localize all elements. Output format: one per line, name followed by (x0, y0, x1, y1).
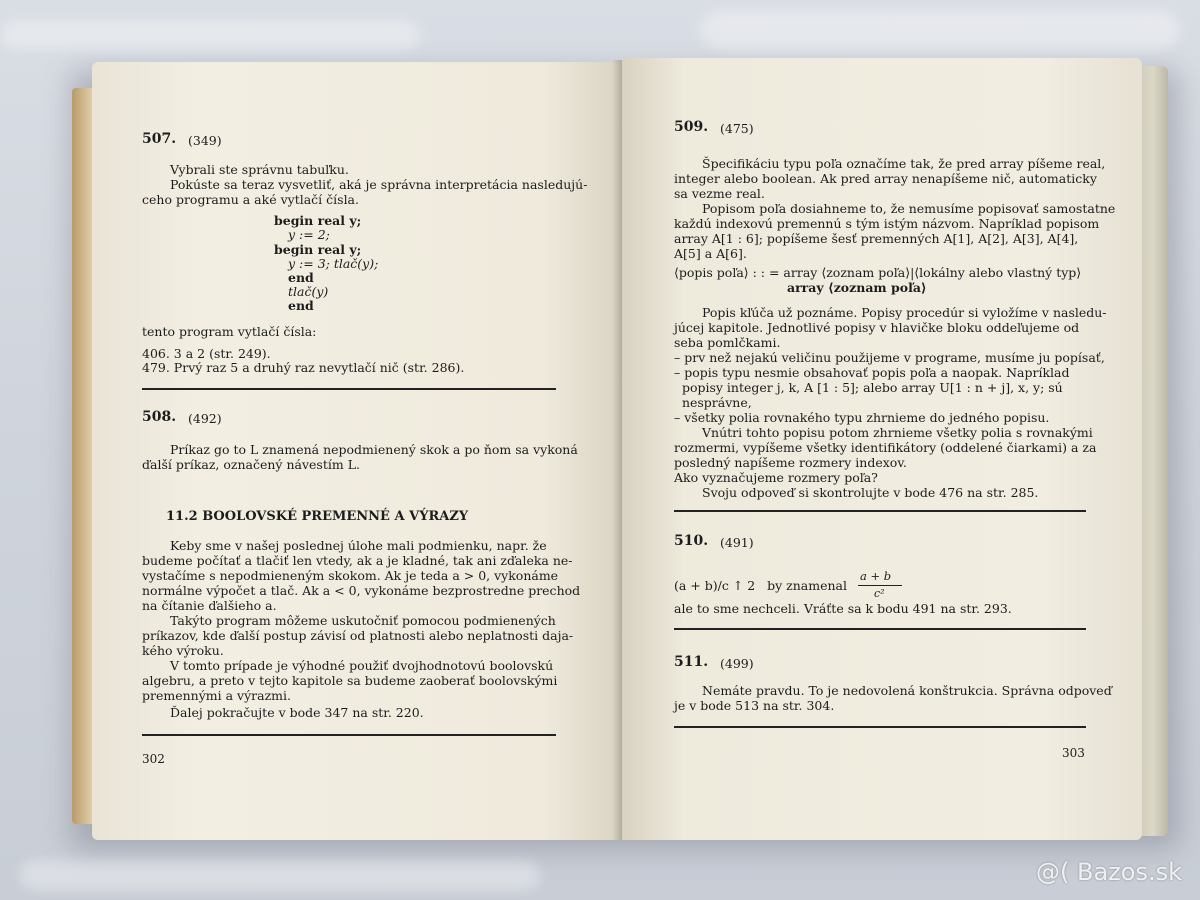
entry-510-number: 510. (674, 533, 709, 549)
syntax-line: array ⟨zoznam poľa⟩ (787, 280, 927, 295)
fraction-denominator: c² (874, 587, 885, 600)
divider (674, 628, 1086, 630)
section-line: budeme počítať a tlačiť len vtedy, ak a je kladné, tak ani zďaleka ne- (142, 553, 573, 568)
left-page (92, 62, 622, 840)
entry-509-line2: Svoju odpoveď si skontrolujte v bode 476 na str. 285. (702, 485, 1039, 500)
entry-509-line2: – prv než nejakú veličinu použijeme v programe, musíme ju popísať, (674, 350, 1105, 365)
watermark-logo: @( Bazos.sk (1036, 858, 1182, 886)
code-line: y := 2; (288, 227, 330, 242)
entry-508-ref: (492) (188, 411, 222, 426)
entry-508-line: Príkaz go to L znamená nepodmienený skok a po ňom sa vykoná (170, 442, 578, 457)
answer-406: 406. 3 a 2 (str. 249). (142, 346, 271, 361)
entry-507-after: tento program vytlačí čísla: (142, 324, 317, 339)
section-line: Keby sme v našej poslednej úlohe mali podmienku, napr. že (170, 538, 547, 553)
entry-507-line: Pokúste sa teraz vysvetliť, aká je správna interpretácia nasledujú- (170, 177, 588, 192)
answer-479: 479. Prvý raz 5 a druhý raz nevytlačí nič (str. 286). (142, 360, 465, 375)
entry-509-line2: Ako vyznačujeme rozmery poľa? (674, 470, 878, 485)
divider (674, 510, 1086, 512)
entry-509-ref: (475) (720, 121, 754, 136)
entry-507-ref: (349) (188, 133, 222, 148)
entry-511-number: 511. (674, 654, 709, 670)
entry-509-line: sa vezme real. (674, 186, 765, 201)
section-line: V tomto prípade je výhodné použiť dvojhodnotovú boolovskú (170, 658, 554, 673)
divider (674, 726, 1086, 728)
entry-509-line2: júcej kapitole. Jednotlivé popisy v hlavičke bloku oddeľujeme od (674, 320, 1080, 335)
entry-510-line: ale to sme nechceli. Vráťte sa k bodu 491 na str. 293. (674, 601, 1012, 616)
section-line: normálne výpočet a tlač. Ak a < 0, vykonáme bezprostredne prechod (142, 583, 581, 598)
section-line: premennými a výrazmi. (142, 688, 291, 703)
entry-509-line2: – všetky polia rovnakého typu zhrnieme do jedného popisu. (674, 410, 1050, 425)
code-line: y := 3; tlač(y); (288, 256, 379, 271)
entry-507-line: ceho programu a aké vytlačí čísla. (142, 192, 359, 207)
entry-509-line2: nesprávne, (674, 395, 752, 410)
entry-507-line: Vybrali ste správnu tabuľku. (170, 162, 349, 177)
entry-509-line2: seba pomlčkami. (674, 335, 781, 350)
entry-508-line: ďalší príkaz, označený návestím L. (142, 457, 360, 472)
section-line: Takýto program môžeme uskutočniť pomocou podmienených (170, 613, 556, 628)
entry-511-line: je v bode 513 na str. 304. (674, 698, 835, 713)
section-line: algebru, a preto v tejto kapitole sa budeme zaoberať boolovskými (142, 673, 558, 688)
section-line: kého výroku. (142, 643, 224, 658)
entry-509-line: každú indexovú premennú s tým istým názvom. Napríklad popisom (674, 216, 1100, 231)
page-number-left: 302 (142, 752, 165, 766)
divider (142, 734, 556, 736)
code-line: end (288, 298, 314, 313)
entry-509-line2: rozmermi, vypíšeme všetky identifikátory (oddelené čiarkami) a za (674, 440, 1097, 455)
code-line: begin real y; (274, 242, 362, 257)
section-line: Ďalej pokračujte v bode 347 na str. 220. (170, 705, 424, 720)
section-line: príkazov, kde ďalší postup závisí od platnosti alebo neplatnosti daja- (142, 628, 574, 643)
entry-509-line: Špecifikáciu typu poľa označíme tak, že pred array píšeme real, (702, 156, 1106, 171)
entry-509-line: integer alebo boolean. Ak pred array nenapíšeme nič, automaticky (674, 171, 1097, 186)
fraction-numerator: a + b (860, 569, 892, 583)
entry-510-formula: (a + b)/c ↑ 2 by znamenal (674, 578, 848, 593)
entry-511-line: Nemáte pravdu. To je nedovolená konštrukcia. Správna odpoveď (702, 683, 1112, 698)
entry-508-number: 508. (142, 409, 177, 425)
entry-509-line2: Popis kľúča už poznáme. Popisy procedúr si vyložíme v nasledu- (702, 305, 1107, 320)
code-line: begin real y; (274, 213, 362, 228)
entry-511-ref: (499) (720, 656, 754, 671)
entry-509-line: array A[1 : 6]; popíšeme šesť premenných A[1], A[2], A[3], A[4], (674, 231, 1079, 246)
entry-509-number: 509. (674, 119, 709, 135)
entry-509-line: A[5] a A[6]. (674, 246, 747, 261)
section-line: vystačíme s nepodmieneným skokom. Ak je teda a > 0, vykonáme (142, 568, 559, 583)
entry-509-line: Popisom poľa dosiahneme to, že nemusíme popisovať samostatne (702, 201, 1116, 216)
book-cover-right (1138, 66, 1168, 836)
entry-509-line2: Vnútri tohto popisu potom zhrnieme všetky polia s rovnakými (702, 425, 1093, 440)
syntax-line: ⟨popis poľa⟩ : : = array ⟨zoznam poľa⟩|⟨lokálny alebo vlastný typ⟩ (674, 265, 1082, 280)
right-page (622, 58, 1142, 840)
entry-507-number: 507. (142, 131, 177, 147)
code-line: tlač(y) (288, 284, 329, 299)
entry-510-ref: (491) (720, 535, 754, 550)
page-number-right: 303 (1062, 746, 1085, 760)
code-line: end (288, 270, 314, 285)
entry-509-line2: – popis typu nesmie obsahovať popis poľa a naopak. Napríklad (674, 365, 1070, 380)
divider (142, 388, 556, 390)
entry-509-line2: posledný napíšeme rozmery indexov. (674, 455, 907, 470)
section-heading: 11.2 BOOLOVSKÉ PREMENNÉ A VÝRAZY (166, 509, 469, 524)
section-line: na čítanie ďalšieho a. (142, 598, 277, 613)
entry-509-line2: popisy integer j, k, A [1 : 5]; alebo array U[1 : n + j], x, y; sú (674, 380, 1063, 395)
